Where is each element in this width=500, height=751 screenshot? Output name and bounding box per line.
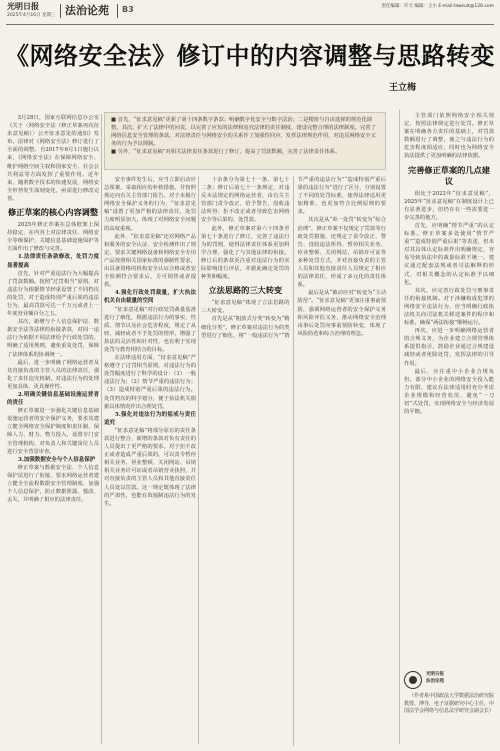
paragraph: 最后，应注重中小企业合规负担。部分中小企业的网络安全投入能力有限，建议在法律适用时充分考虑企业规模和经营状况，避免“一刀切”式处罚，实现网络安全与经济发展的平衡。	[404, 368, 494, 416]
subheading: 4.强化行政处罚裁量，扩大执法机关自由裁量的空间	[104, 290, 196, 305]
subheading: 3.加强数据安全与个人信息保护	[18, 456, 96, 463]
paragraph: 2025年修正草案在总体框架上保持稳定，在内容上对法律责任、网络安全等级保护、关键信息基础设施保护等方面作出了修改与完善。	[7, 222, 99, 253]
paragraph: “征求意见稿”体现了立法思路的三大转变。	[201, 300, 290, 315]
divider	[117, 4, 118, 18]
paragraph: 在法律适用方面，“征求意见稿”严格遵守了过罚相当原则，对违法行为的处罚幅度进行了科学的设计：（1）一般违法行为；（2）情节严重的违法行为；（3）造成特别严重后果的违法行为。处罚档次的科学划分，便于执法机关根据具体情况作出合理处罚。	[104, 355, 196, 410]
logo-text: 光明日报 法治论苑	[426, 672, 444, 684]
paragraph: 首先，应明确“情节严重”的认定标准。修正草案多处使用“情节严重”“造成特别严重后果”等表述，但未对其具体认定标准作出明确规定，容易导致执法中的裁量标准不统一。建议通过配套法规或者司法解释的形式，对相关概念的认定标准予以细化。	[404, 222, 494, 286]
article-title: 《网络安全法》修订中的内容调整与思路转变	[5, 41, 495, 70]
paragraph: 3月28日，国家互联网信息办公室《关于〈网络安全法（修正草案再次征求意见稿）〉公开征求意见的通知》发布，法律对《网络安全法》修订进行了全面的调整。自2017年6月1日施行以来，《网络安全法》在保障网络安全、维护网络空间主权和国家安全、社会公共利益等方面发挥了重要作用。近年来，随着数字技术的快速发展，网络安全形势发生深刻变化，亟需进行修改完善。	[7, 115, 99, 202]
article-author: 王立梅	[388, 83, 416, 93]
paragraph: 首先是从“粗放式分类”转变为“精细化分类”。修正草案对违法行为的类型进行了细化，将“一般违法行为”“情节严重的违法行为”“造成特别严重后果的违法行为”进行了区分，分别设置了不同的处罚标准，使得法律适用更加精准，也更加符合比例原则的要求。	[201, 177, 386, 339]
paragraph: 其次，应完善行政处罚与刑事责任的衔接机制。对于涉嫌构成犯罪的网络安全违法行为，应当明确行政执法机关向司法机关移送案件的程序和标准，确保“两法衔接”顺畅运行。	[404, 287, 494, 327]
divider	[60, 4, 61, 18]
paragraph: “征求意见稿”将部分原有的责任条款进行整合，新增的条款对负有责任的人员提出了更严格的要求。对于拒不改正或者造成严重后果的，可以责令暂停相关业务、停业整顿、关闭网站、吊销相关业务许可证或者吊销营业执照，并对直接负责的主管人员和其他直接责任人员处以罚款。这一规定既体现了法律的严肃性，也能有效遏制违法行为的发生。	[104, 427, 196, 507]
paragraph: 再次，应进一步明确网络运营者的合规义务，为企业建立合规管理体系提供指引，鼓励企业通过合规建设减轻或者免除处罚，发挥法律的引导作用。	[404, 328, 494, 367]
section-heading: 立法思路的三大转变	[208, 285, 283, 296]
column-divider	[101, 114, 102, 744]
paragraph: 相比于2022年“征求意见稿”，2025年“征求意见稿”在制度设计上已有显著进步，但仍存在一些需要进一步完善的地方。	[404, 190, 494, 221]
section-heading: 修正草案的核心内容调整	[7, 207, 99, 218]
column-divider	[399, 110, 400, 744]
paragraph: 其次是从“单一处罚”转变为“综合治理”。修正草案不仅规定了罚款等行政处罚措施，还规定了责令改正、警告、没收违法所得、暂停相关业务、停业整顿、关闭网站、吊销许可证等多种处罚方式，并对直接负责的主管人员和其他直接责任人员规定了相应的法律责任，形成了多元化的责任体系。	[297, 217, 386, 289]
paragraph: 其次，新增与个人信息保护法、数据安全法等法律的衔接条款，对同一违法行为依据不同法律给予行政处罚的，明确了适用规则，避免重复处罚，保障了法律体系的协调统一。	[7, 319, 99, 358]
editor-meta: 责任编辑：许天 编辑：王小 E-mail:lawsuit@126.com	[381, 4, 494, 9]
column-divider	[198, 176, 199, 744]
column-3	[201, 176, 386, 746]
highlight-item: ■ 另外，“征求意见稿”对相关法律责任条款进行了修订，提高了罚款数额，完善了法律责任体系。	[111, 149, 341, 156]
paragraph: 十余条分为第七十一条、第七十二条；修订后第七十一条规定，对违反本法规定的网络运营者，由有关主管部门责令改正，给予警告，没收违法所得；拒不改正或者导致危害网络安全等后果的，处罚款。	[201, 177, 290, 224]
paragraph: 主管部门依照网络安全相关规定，按照法律规定进行处罚。修正草案在明确各方责任的基础上，对罚款数额进行了调整，使之与违法行为的危害程度相适应，同时也为网络安全执法提供了更加明确的法律依据。	[404, 113, 494, 160]
paragraph: 最后是从“被动应对”转变为“主动防范”。“征求意见稿”更加注重事前预防，强调网络运营者的安全保护义务和风险评估义务，推动网络安全治理由事后处罚向事前预防转变，体现了风险防范和综合治理的理念。	[297, 290, 386, 337]
column-1	[7, 114, 99, 746]
paragraph: 安全事件发生后，应当立即启动应急预案，采取相应的补救措施，并按照规定向有关主管部门报告。对于未履行网络安全保护义务的行为，“征求意见稿”设置了更加严格的法律责任，处罚力度明显加大，体现了对网络安全问题的高度重视。	[104, 177, 196, 232]
column-2	[104, 176, 196, 746]
newspaper-brand: 光明日报	[7, 1, 39, 11]
section-heading: 完善修正草案的几点建议	[408, 164, 490, 186]
issue-date: 2025年4月16日 星期三	[7, 13, 56, 18]
masthead	[0, 0, 500, 24]
paragraph: 此外，“征求意见稿”还对网络产品和服务的安全认证、安全检测作出了规定，要求关键网络设备和网络安全专用产品按照相关国家标准的强制性要求，由具备资格的机构安全认证合格或者安全检测符合要求后，方可销售或者提供。	[104, 233, 196, 289]
paragraph: 修正草案进一步强化关键信息基础设施运营者的安全保护义务，要求其建立健全网络安全保护制度和责任制，保障人力、财力、物力投入，设置专门安全管理机构，对负责人和关键岗位人员进行安全背景审查。	[7, 408, 99, 455]
paragraph: 首先，针对严重违法行为大幅提高了罚款数额。按照“过罚相当”原则，对违法行为根据情节轻重设置了不同档次的处罚，对于造成特别严重后果的违法行为，最高罚款可达一千万元或者上一年度营业额百分之五。	[7, 270, 99, 318]
header-rule	[6, 24, 494, 25]
subheading: 5.强化对违法行为的惩戒与责任追究	[104, 411, 196, 426]
page-number: B3	[122, 5, 134, 14]
paragraph: “征求意见稿”对行政处罚裁量基准进行了细化，根据违法行为的事实、性质、情节以及社会危害程度，规定了从轻、减轻或者不予处罚的情形，增强了执法的灵活性和针对性，也有利于实现处罚与教育相结合的目标。	[104, 306, 196, 353]
column-4	[404, 112, 494, 667]
highlight-box	[104, 112, 386, 170]
subheading: 1.法律责任条款修改，处罚力度显著提高	[7, 254, 99, 269]
highlight-item: ■ 首先，“征求意见稿”更新了第十四条数字条款；明确数字化安全与数字法治；二是精密与自由选择的规范化调整。其次，扩大了法律中的问责，以完善了应负的法律和追究法律的责任制度，建设完整合理的法律制度。完善了网络信息安全管理的条款，对法律责任与网络安全的关系作了加强性回应，发挥法律规范作用，对违反网络安全义务的行为予以规制。	[111, 117, 376, 148]
paragraph: 最后，进一步明确了网络运营者及其直接负责的主管人员的法律责任，强化了责任追究机制，对违法行为的处理更加具体、更具操作性。	[7, 359, 99, 390]
section-name: 法治论苑	[65, 4, 109, 17]
paragraph: 此外，修正草案对第六十四条至第七十条进行了修订，完善了违法行为的罚则，使得法律责任体系更加科学合理，强化了与其他法律的衔接。修订后的条款更注重对违法行为的实际影响进行评估，并据此确定处罚的种类和幅度。	[201, 225, 290, 281]
newspaper-logo-icon	[404, 671, 422, 689]
paragraph: 修正草案与数据安全法、个人信息保护法进行了衔接，要求网络运营者建立健全全流程数据安全管理制度，加强个人信息保护，防止数据泄露、篡改、丢失，并明确了相应的法律责任。	[7, 464, 99, 504]
author-note: （作者系中国政法大学数据法治研究院教授、博导，电子证据研究中心主任，中国法学会网络与信息法学研究会副会长）	[404, 693, 495, 714]
subheading: 2.明确关键信息基础设施运营者的责任	[7, 392, 99, 407]
